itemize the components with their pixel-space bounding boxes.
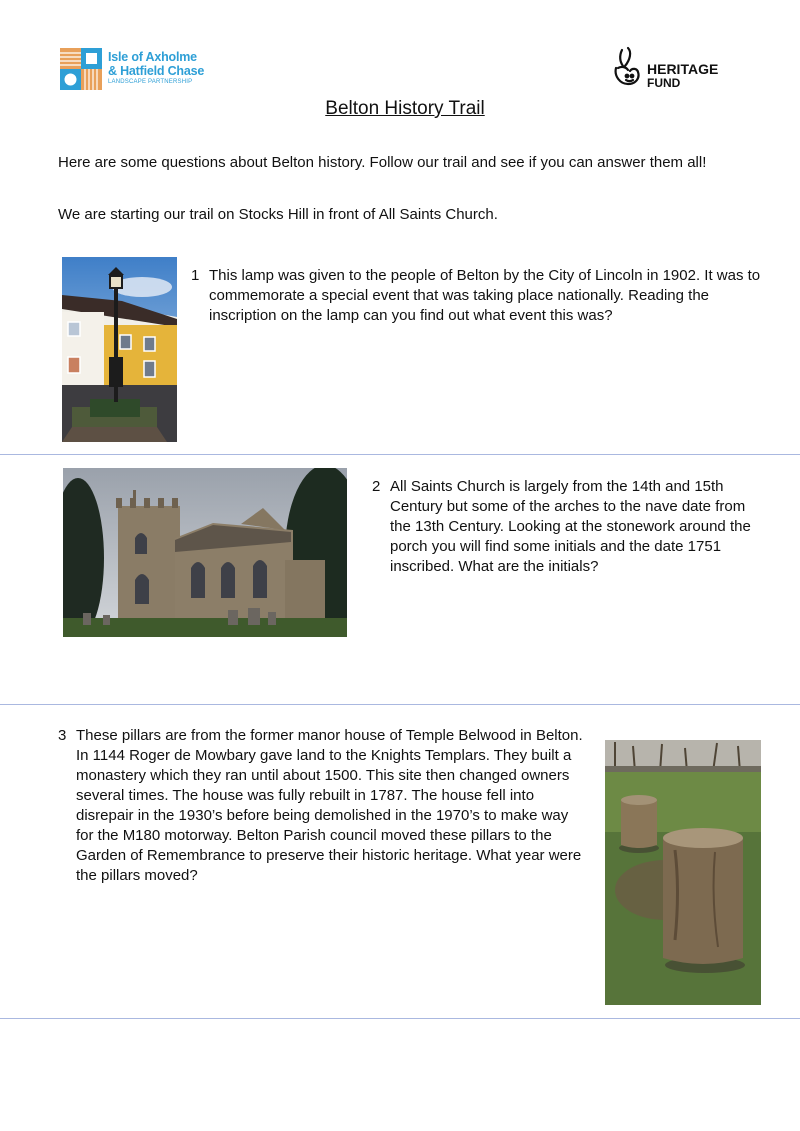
question-3 xyxy=(58,726,588,886)
question-number: 3 xyxy=(58,727,67,744)
question-text: These pillars are from the former manor house of Temple Belwood in Belton. In 1144 Roger de Mowbary gave land to the Knights Templars. They built a monastery which they ran until about 1500. This site then changed owners several times. The house was fully rebuilt in 1787. The house fell into disrepair in the 1930’s before being demolished in the 1970’s to make way for the M180 motorway. Belton Parish council moved these pillars to the Garden of Remembrance to preserve their historic heritage. What year were the pillars moved? xyxy=(76,727,583,884)
heritage-text: HERITAGE xyxy=(647,61,719,77)
logo-text-line2: & Hatfield Chase xyxy=(108,64,205,78)
logo-text-line3: LANDSCAPE PARTNERSHIP xyxy=(108,79,193,85)
page-title: Belton History Trail xyxy=(325,98,485,119)
question-number: 2 xyxy=(372,478,381,495)
lamp-post-photo xyxy=(62,257,177,442)
logo-text-line1: Isle of Axholme xyxy=(108,50,197,64)
question-2 xyxy=(372,477,762,577)
intro-paragraph-2: We are starting our trail on Stocks Hill in front of All Saints Church. xyxy=(58,206,498,223)
church-photo xyxy=(63,468,347,637)
intro-paragraph-1: Here are some questions about Belton history. Follow our trail and see if you can answer them all! xyxy=(58,154,707,171)
crossed-fingers-icon xyxy=(610,46,644,92)
question-text: All Saints Church is largely from the 14th and 15th Century but some of the arches to the nave date from the 13th Century. Looking at the stonework around the porch you will find some initials and the date 1751 inscribed. What are the initials? xyxy=(390,478,751,575)
question-text: This lamp was given to the people of Belton by the City of Lincoln in 1902. It was to commemorate a special event that was taking place nationally. Reading the inscription on the lamp can you find out what event this was? xyxy=(209,267,761,324)
fund-text: FUND xyxy=(647,76,681,90)
pillars-photo xyxy=(605,740,761,1005)
section-divider xyxy=(0,454,800,455)
partnership-logo-icon xyxy=(60,48,102,90)
question-1 xyxy=(191,266,761,326)
question-number: 1 xyxy=(191,267,200,284)
heritage-fund-logo xyxy=(610,46,740,92)
section-divider xyxy=(0,1018,800,1019)
section-divider xyxy=(0,704,800,705)
isle-of-axholme-logo xyxy=(60,48,230,94)
